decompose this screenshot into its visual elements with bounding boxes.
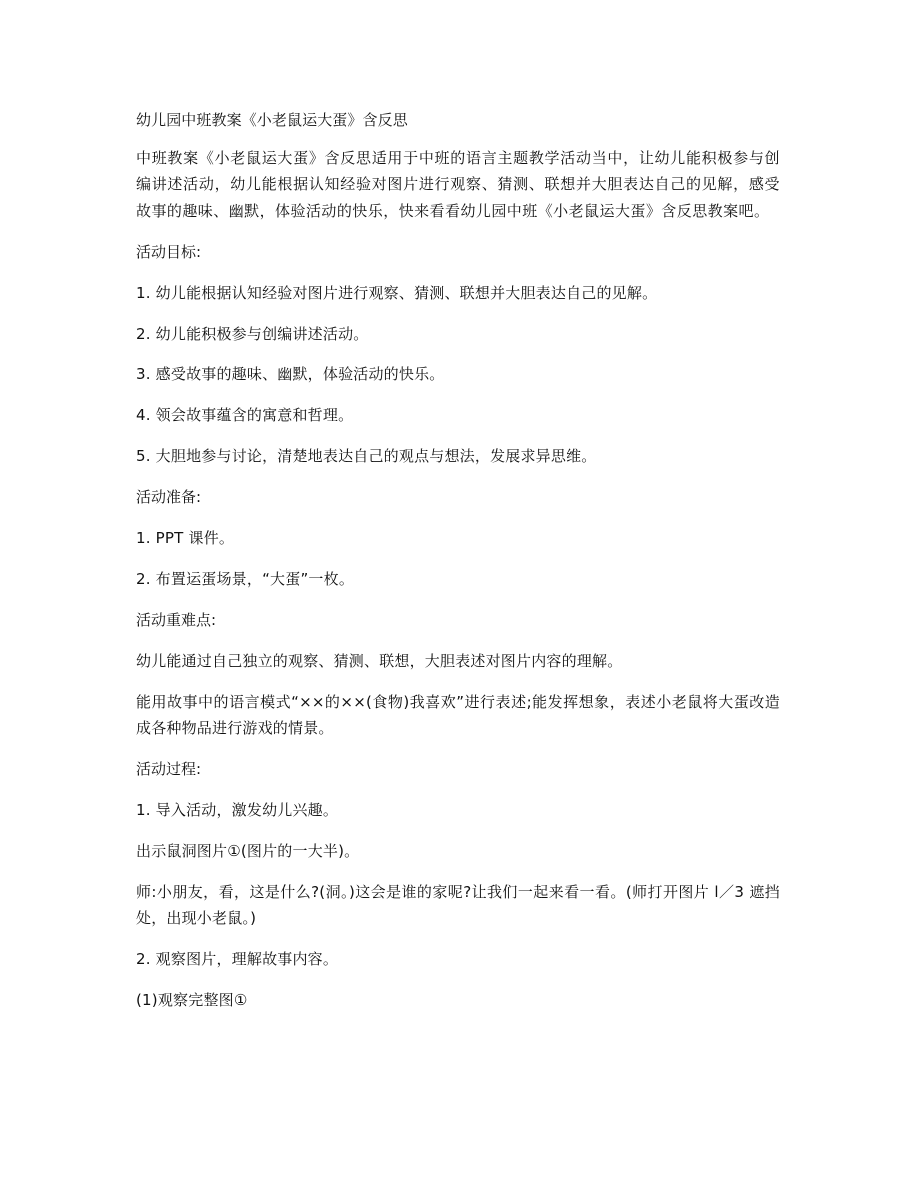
goal-item-5: 5. 大胆地参与讨论，清楚地表达自己的观点与想法，发展求异思维。 — [136, 447, 597, 466]
section-heading-goals: 活动目标: — [136, 242, 202, 261]
section-heading-process: 活动过程: — [136, 760, 202, 778]
process-item-4: 2. 观察图片，理解故事内容。 — [136, 950, 339, 969]
intro-paragraph: 中班教案《小老鼠运大蛋》含反思适用于中班的语言主题教学活动当中，让幼儿能积极参与创编讲述活动，幼儿能根据认知经验对图片进行观察、猜测、联想并大胆表达自己的见解，感受故事的趣味、幽默，体验活动的快乐，快来看看幼儿园中班《小老鼠运大蛋》含反思教案吧。 — [136, 149, 780, 220]
process-item-2: 出示鼠洞图片①(图片的一大半)。 — [136, 841, 360, 860]
process-item-3: 师:小朋友，看，这是什么?(洞。)这会是谁的家呢?让我们一起来看一看。(师打开图片 l／3 遮挡处，出现小老鼠。) — [136, 882, 780, 928]
preparation-item-1: 1. PPT 课件。 — [136, 529, 235, 548]
section-heading-key-points: 活动重难点: — [136, 610, 217, 629]
goal-item-3: 3. 感受故事的趣味、幽默，体验活动的快乐。 — [136, 365, 445, 384]
process-item-1: 1. 导入活动，激发幼儿兴趣。 — [136, 800, 339, 819]
process-item-5: (1)观察完整图① — [136, 990, 248, 1009]
goal-item-4: 4. 领会故事蕴含的寓意和哲理。 — [136, 406, 354, 425]
document-title: 幼儿园中班教案《小老鼠运大蛋》含反思 — [136, 111, 408, 129]
goal-item-2: 2. 幼儿能积极参与创编讲述活动。 — [136, 324, 369, 343]
section-heading-preparation: 活动准备: — [136, 488, 202, 507]
key-point-item-2: 能用故事中的语言模式“××的××(食物)我喜欢”进行表述;能发挥想象，表述小老鼠将大蛋改造成各种物品进行游戏的情景。 — [136, 692, 780, 738]
goal-item-1: 1. 幼儿能根据认知经验对图片进行观察、猜测、联想并大胆表达自己的见解。 — [136, 283, 658, 302]
document-page — [136, 107, 780, 1028]
preparation-item-2: 2. 布置运蛋场景，“大蛋”一枚。 — [136, 569, 355, 588]
key-point-item-1: 幼儿能通过自己独立的观察、猜测、联想，大胆表述对图片内容的理解。 — [136, 651, 623, 670]
